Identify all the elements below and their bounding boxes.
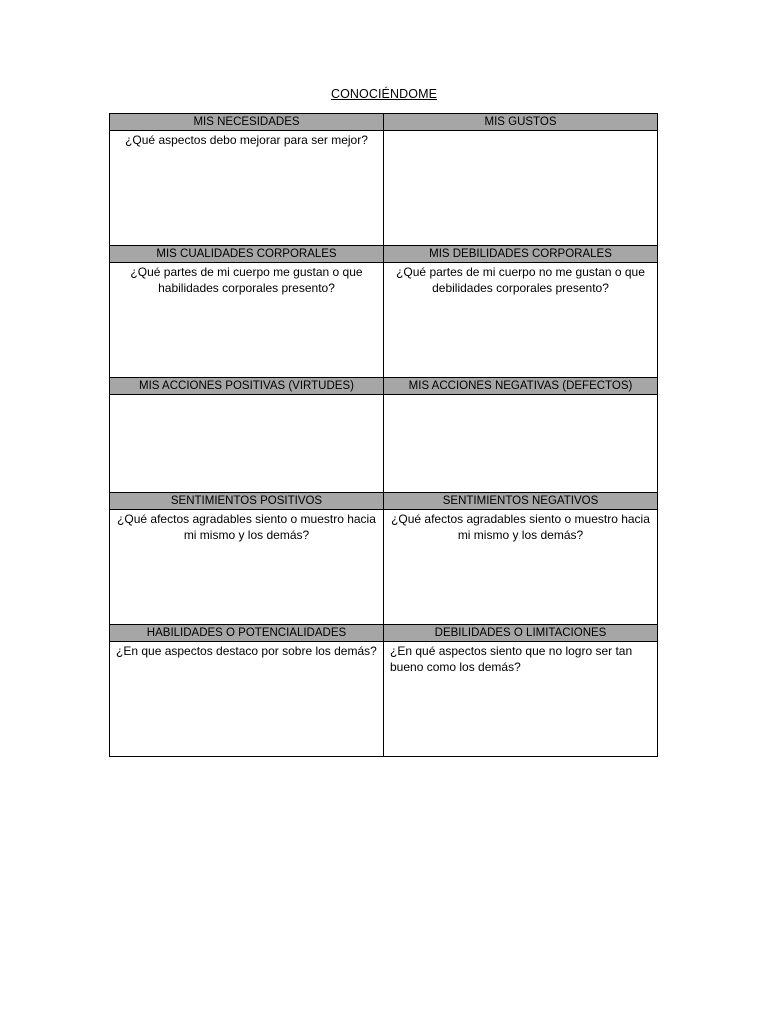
- acciones-negativas-question: [384, 395, 657, 396]
- habilidades-answer-cell[interactable]: [110, 642, 384, 757]
- debilidades-limitaciones-heading: DEBILIDADES O LIMITACIONES: [384, 625, 658, 642]
- section-header-row: [110, 246, 658, 263]
- habilidades-heading: HABILIDADES O POTENCIALIDADES: [110, 625, 384, 642]
- sentimientos-negativos-question: ¿Qué afectos agradables siento o muestro hacia mi mismo y los demás?: [391, 512, 650, 542]
- debilidades-corporales-heading: MIS DEBILIDADES CORPORALES: [384, 246, 658, 263]
- section-header-row: [110, 114, 658, 131]
- necesidades-heading: MIS NECESIDADES: [110, 114, 384, 131]
- gustos-heading: MIS GUSTOS: [384, 114, 658, 131]
- debilidades-corporales-answer-cell[interactable]: [384, 263, 658, 378]
- habilidades-question: ¿En que aspectos destaco por sobre los demás?: [116, 644, 377, 658]
- cualidades-corporales-answer-cell[interactable]: [110, 263, 384, 378]
- section-body-row: [110, 510, 658, 625]
- sentimientos-negativos-answer-cell[interactable]: [384, 510, 658, 625]
- worksheet-table: [109, 113, 658, 757]
- necesidades-question: ¿Qué aspectos debo mejorar para ser mejor?: [125, 133, 368, 147]
- section-header-row: [110, 493, 658, 510]
- acciones-negativas-answer-cell[interactable]: [384, 395, 658, 493]
- sentimientos-negativos-heading: SENTIMIENTOS NEGATIVOS: [384, 493, 658, 510]
- necesidades-answer-cell[interactable]: [110, 131, 384, 246]
- cualidades-corporales-question: ¿Qué partes de mi cuerpo me gustan o que habilidades corporales presento?: [130, 265, 363, 295]
- cualidades-corporales-heading: MIS CUALIDADES CORPORALES: [110, 246, 384, 263]
- section-body-row: [110, 642, 658, 757]
- section-body-row: [110, 263, 658, 378]
- section-header-row: [110, 378, 658, 395]
- section-body-row: [110, 131, 658, 246]
- acciones-negativas-heading: MIS ACCIONES NEGATIVAS (DEFECTOS): [384, 378, 658, 395]
- gustos-question: [384, 131, 657, 132]
- sentimientos-positivos-heading: SENTIMIENTOS POSITIVOS: [110, 493, 384, 510]
- section-header-row: [110, 625, 658, 642]
- sentimientos-positivos-question: ¿Qué afectos agradables siento o muestro hacia mi mismo y los demás?: [117, 512, 376, 542]
- debilidades-limitaciones-question: ¿En qué aspectos siento que no logro ser tan bueno como los demás?: [390, 644, 633, 674]
- acciones-positivas-heading: MIS ACCIONES POSITIVAS (VIRTUDES): [110, 378, 384, 395]
- page-title: CONOCIÉNDOME: [330, 87, 438, 101]
- section-body-row: [110, 395, 658, 493]
- acciones-positivas-question: [110, 395, 383, 396]
- gustos-answer-cell[interactable]: [384, 131, 658, 246]
- debilidades-corporales-question: ¿Qué partes de mi cuerpo no me gustan o que debilidades corporales presento?: [396, 265, 645, 295]
- sentimientos-positivos-answer-cell[interactable]: [110, 510, 384, 625]
- acciones-positivas-answer-cell[interactable]: [110, 395, 384, 493]
- debilidades-limitaciones-answer-cell[interactable]: [384, 642, 658, 757]
